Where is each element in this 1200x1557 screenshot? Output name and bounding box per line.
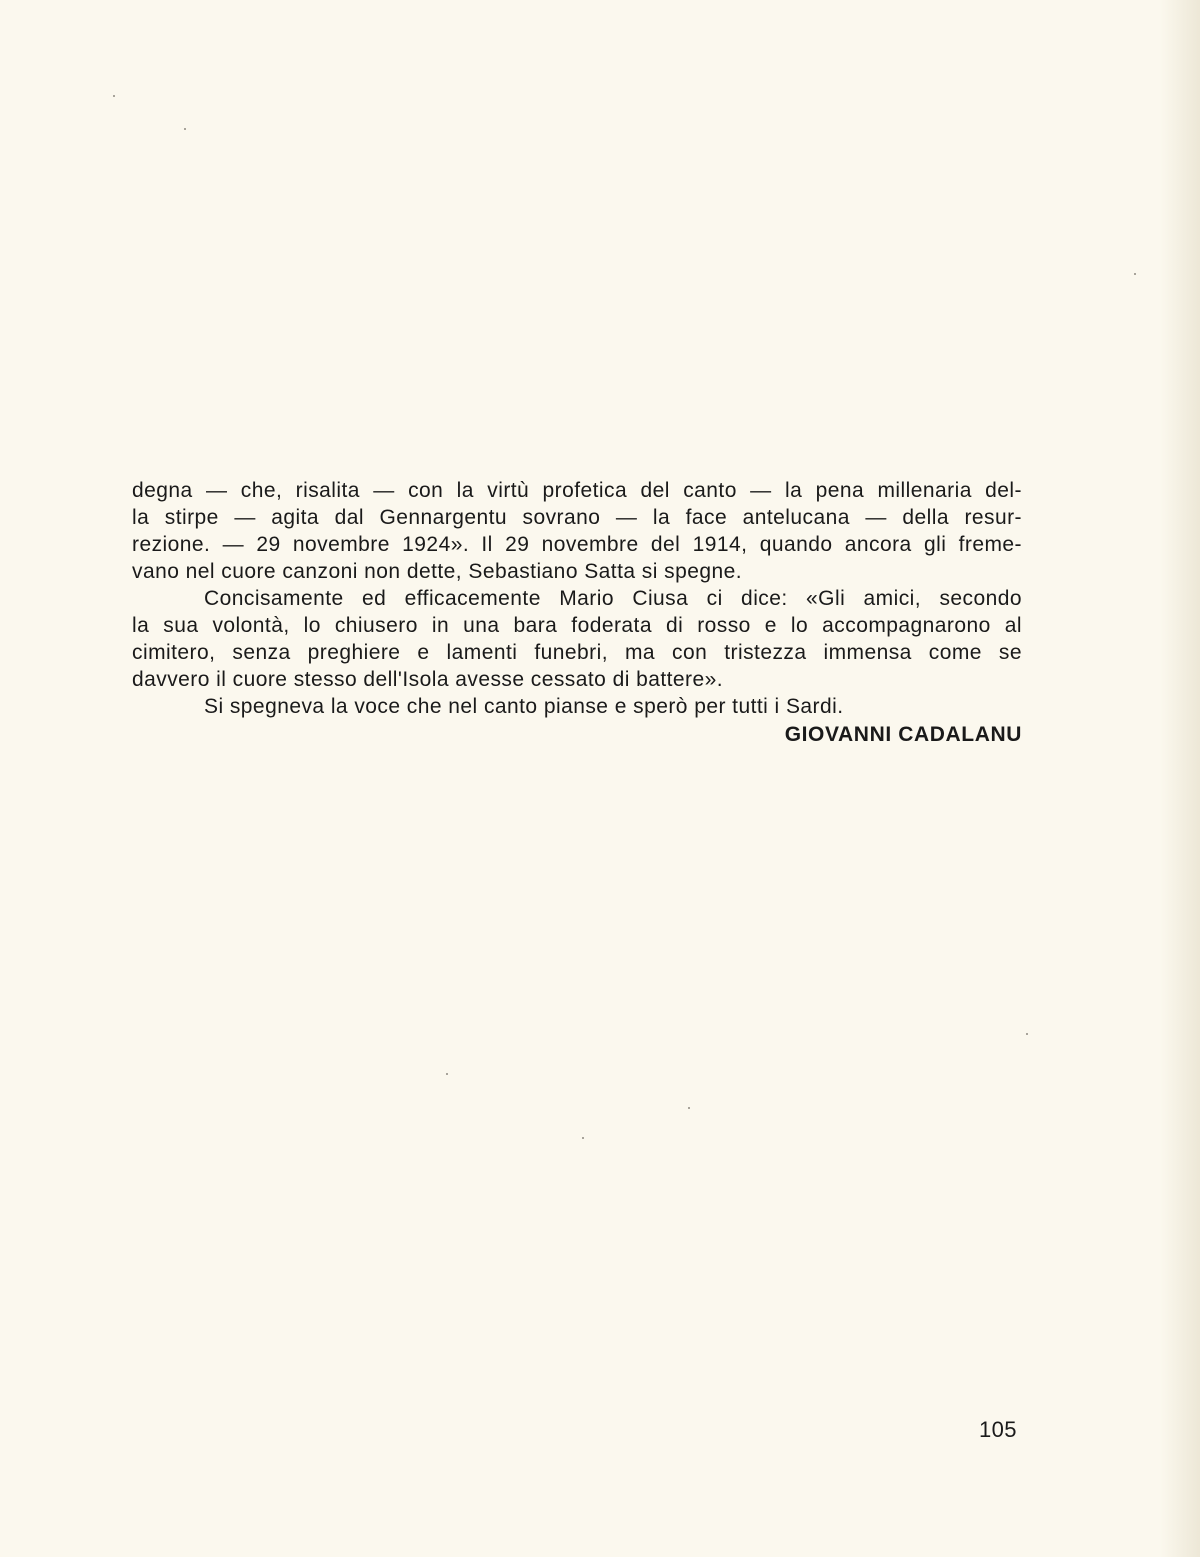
paper-speck (582, 1137, 584, 1139)
body-line: vano nel cuore canzoni non dette, Sebastiano Satta si spegne. (132, 560, 743, 583)
article-body (132, 477, 1022, 748)
body-line: rezione. — 29 novembre 1924». Il 29 novembre del 1914, quando ancora gli freme- (132, 533, 1022, 556)
page-edge-shadow (1160, 0, 1200, 1557)
paper-speck (1026, 1033, 1028, 1035)
paper-speck (1134, 273, 1136, 275)
body-line: Concisamente ed efficacemente Mario Ciusa ci dice: «Gli amici, secondo (204, 587, 1022, 610)
paper-speck (446, 1073, 448, 1075)
body-line: Si spegneva la voce che nel canto pianse e sperò per tutti i Sardi. (204, 695, 844, 718)
body-line: la sua volontà, lo chiusero in una bara foderata di rosso e lo accompagnarono al (132, 614, 1022, 637)
paper-speck (184, 128, 186, 130)
author-signature: GIOVANNI CADALANU (784, 723, 1022, 746)
paper-speck (688, 1107, 690, 1109)
page-number: 105 (979, 1417, 1017, 1442)
body-line: degna — che, risalita — con la virtù profetica del canto — la pena millenaria del- (132, 479, 1022, 502)
body-line: cimitero, senza preghiere e lamenti funebri, ma con tristezza immensa come se (132, 641, 1022, 664)
paper-speck (113, 95, 115, 97)
body-line: la stirpe — agita dal Gennargentu sovrano — la face antelucana — della resur- (132, 506, 1022, 529)
body-line: davvero il cuore stesso dell'Isola avesse cessato di battere». (132, 668, 724, 691)
